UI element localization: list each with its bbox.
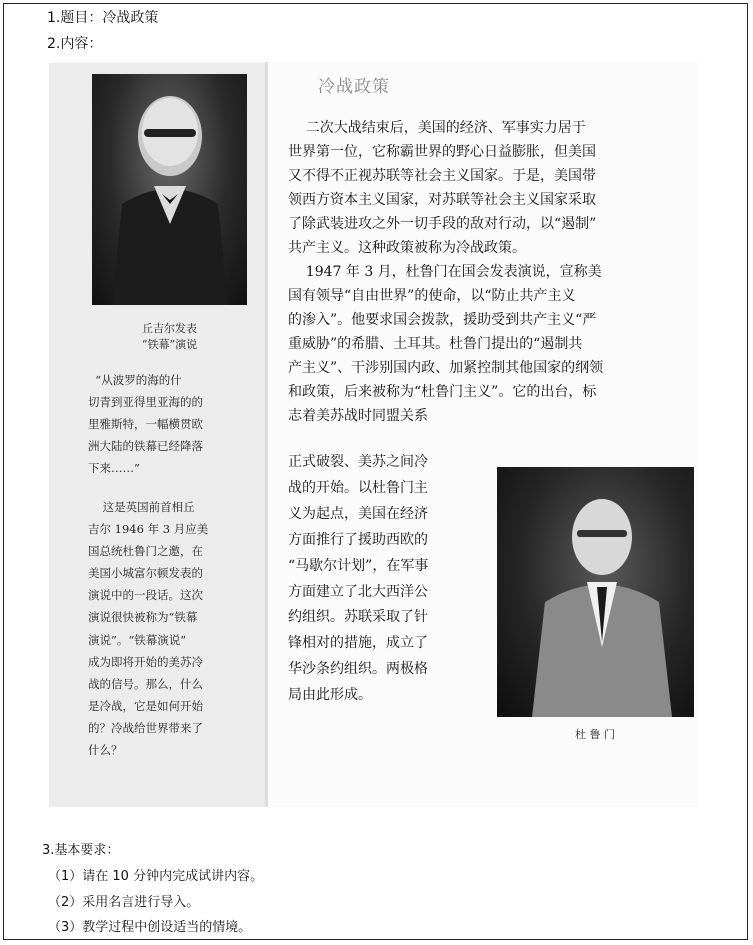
sidebar-divider bbox=[265, 62, 268, 807]
churchill-caption-line-2: “铁幕”演说 bbox=[141, 338, 198, 351]
main-text-full-width: 二次大战结束后，美国的经济、军事实力居于 世界第一位，它称霸世界的野心日益膨胀，但美国 又不得不正视苏联等社会主义国家。于是，美国带 领西方资本主义国家，对苏联等社会主义国家采取 了除武装进攻之外一切手段的敌对行动，以“遏制” 共产主义。这种政策被称为冷战政策。 1947 年 3 月，杜鲁门在国会发表演说，宣称美 国有领导“自由世界”的使命，以“防止共产主义 的渗入”。他要求国会拨款，援助受到共产主义“严 重威胁”的希腊、土耳其。杜鲁门提出的“遏制共 产主义”、干涉别国内政、加紧控制其他国家的纲领 和政策，后来被称为“杜鲁门主义”。它的出台，标 志着美苏战时同盟关系 bbox=[288, 120, 604, 424]
truman-photo bbox=[497, 467, 694, 717]
content-label: 2.内容： bbox=[47, 36, 103, 52]
truman-caption: 杜 鲁 门 bbox=[575, 728, 615, 741]
sidebar-body: 这是英国前首相丘 吉尔 1946 年 3 月应美 国总统杜鲁门之邀，在 美国小城富尔顿发表的 演说中的一段话。这次 演说很快被称为“铁幕 演说”。“铁幕演说” 成为即将开始的美苏冷 战的信号。那么，什么 是冷战，它是如何开始 的？冷战给世界带来了 什么？ bbox=[88, 500, 209, 758]
requirement-item: （2）采用名言进行导入。 bbox=[48, 895, 200, 910]
churchill-caption-line-1: 丘吉尔发表 bbox=[142, 322, 197, 335]
requirement-item: （3）教学过程中创设适当的情境。 bbox=[48, 920, 252, 935]
churchill-photo bbox=[92, 74, 247, 305]
requirement-item: （1）请在 10 分钟内完成试讲内容。 bbox=[48, 869, 264, 884]
topic-heading: 1.题目：冷战政策 bbox=[47, 10, 159, 26]
sidebar-quote: “从波罗的海的什 切青到亚得里亚海的的 里雅斯特，一幅横贯欧 洲大陆的铁幕已经降落 下来……” bbox=[88, 373, 203, 476]
requirements-title: 3.基本要求： bbox=[42, 843, 120, 858]
main-text-wrapped: 正式破裂、美苏之间冷 战的开始。以杜鲁门主 义为起点，美国在经济 方面推行了援助西欧的 “马歇尔计划”，在军事 方面建立了北大西洋公 约组织。苏联采取了针 锋相对的措施，成立了 华沙条约组织。两极格 局由此形成。 bbox=[288, 454, 429, 704]
section-title: 冷战政策 bbox=[318, 77, 390, 97]
